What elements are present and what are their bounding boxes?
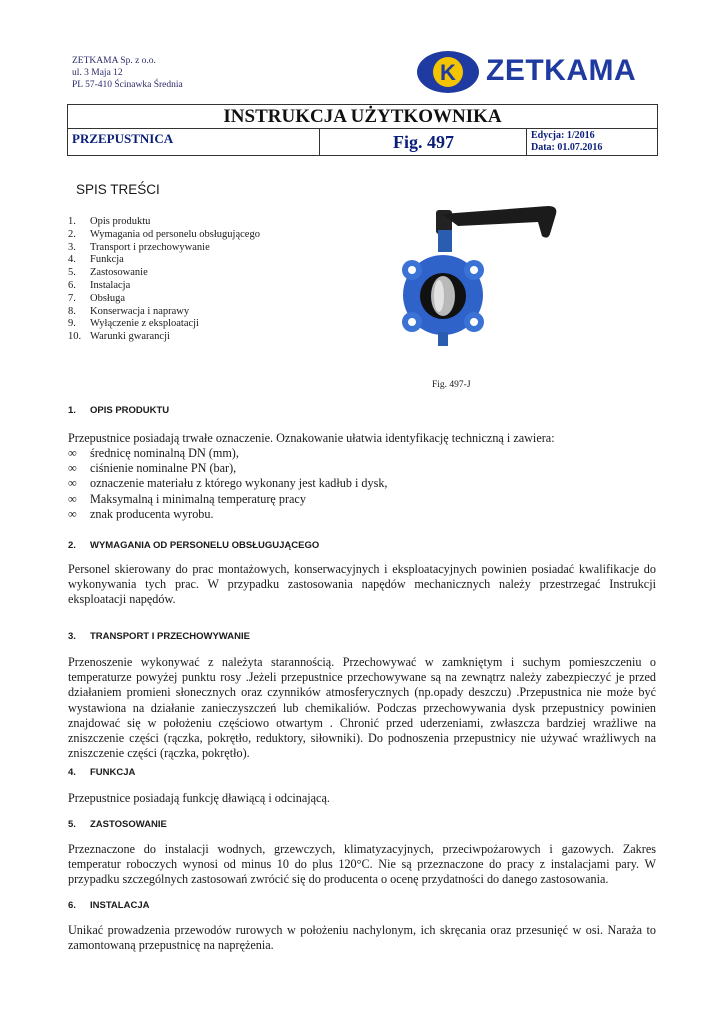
company-logo — [416, 50, 661, 94]
section-heading: 2. WYMAGANIA OD PERSONELU OBSŁUGUJĄCEGO — [68, 540, 320, 551]
toc-item: 1. Opis produktu — [68, 216, 151, 227]
toc-item: 7. Obsługa — [68, 292, 125, 304]
toc-item: 4. Funkcja — [68, 254, 124, 266]
figure-number: Fig. 497 — [321, 129, 527, 155]
toc-item: 8. Konserwacja i naprawy — [68, 305, 190, 317]
marking-list — [68, 446, 387, 522]
toc-title: SPIS TREŚCI — [76, 182, 160, 197]
list-item: ∞ Maksymalną i minimalną temperaturę pracy — [68, 491, 306, 506]
toc-item: 9. Wyłączenie z eksploatacji — [68, 318, 199, 330]
section-text: Przepustnice posiadają funkcję dławiącą i odcinającą. — [68, 791, 330, 805]
edition-info — [527, 129, 657, 155]
section-heading: 6. INSTALACJA — [68, 900, 150, 911]
section-text: Przeznaczone do instalacji wodnych, grzewczych, klimatyzacyjnych, przeciwpożarowych i gazowych. Zakres temperatur roboczych wynosi od minus 10 do plus 120°C. Nie są przeznaczone do pracy z instalacjami pary. W przypadku szczególnych zastosowań zwrócić się do producenta o ocenę przydatności do danego zastosowania. — [68, 842, 656, 887]
address-line: PL 57-410 Ścinawka Średnia — [72, 79, 183, 90]
section-heading: 5. ZASTOSOWANIE — [68, 819, 167, 830]
section-heading: 1. OPIS PRODUKTU — [68, 405, 170, 416]
section-text: Unikać prowadzenia przewodów rurowych w położeniu nachylonym, ich skręcania oraz przesunięć w osi. Naraża to zamontowaną przepustnicę na naprężenia. — [68, 923, 656, 953]
product-name: PRZEPUSTNICA — [68, 129, 320, 155]
figure-caption: Fig. 497-J — [432, 380, 471, 390]
list-item: ∞ oznaczenie materiału z którego wykonany jest kadłub i dysk, — [68, 476, 388, 491]
logo-k-emblem — [416, 50, 480, 94]
toc-item: 6. Instalacja — [68, 279, 131, 291]
infinity-bullet-icon: ∞ — [68, 476, 77, 491]
document-header-table — [67, 104, 658, 156]
table-of-contents — [68, 216, 260, 344]
butterfly-valve-image — [398, 200, 578, 350]
svg-text:K: K — [440, 60, 456, 85]
address-line: ul. 3 Maja 12 — [72, 67, 123, 78]
company-address — [72, 56, 183, 91]
edition-label: Edycja: 1/2016 — [531, 130, 595, 141]
list-item: ∞ średnicę nominalną DN (mm), — [68, 446, 239, 460]
section-text: Przepustnice posiadają trwałe oznaczenie. Oznakowanie ułatwia identyfikację techniczną i zawiera: — [68, 431, 555, 445]
infinity-bullet-icon: ∞ — [68, 491, 77, 506]
document-title: INSTRUKCJA UŻYTKOWNIKA — [68, 105, 657, 129]
section-text: Personel skierowany do prac montażowych, konserwacyjnych i eksploatacyjnych powinien posiadać kwalifikacje do wykonywania tych prac. W przypadku zastosowania napędów mechanicznych należy przestrzegać Instrukcji eksploatacji napędów. — [68, 562, 656, 607]
section-heading: 3. TRANSPORT I PRZECHOWYWANIE — [68, 631, 250, 642]
logo-wordmark: ZETKAMA — [486, 54, 637, 87]
toc-item: 5. Zastosowanie — [68, 267, 148, 279]
section-text: Przenoszenie wykonywać z należyta starannością. Przechowywać w zamkniętym i suchym pomieszczeniu o temperaturze powyżej punktu rosy .Jeżeli przepustnice przechowywane są na zewnątrz należy zabezpieczyć je przed działaniem promieni słonecznych oraz czynników atmosferycznych (np.opady deszczu) .Przepustnica nie może być wystawiona na działanie zanieczyszczeń lub chemikaliów. Podczas przechowywania dysk przepustnicy powinien znajdować się w położeniu częściowo otwartym . Chronić przed uderzeniami, zwłaszcza bardziej wrażliwe na zniszczenie części (rączka, pokrętło, reduktory, siłowniki). Do podnoszenia przepustnicy nie używać wrażliwych na zniszczenie części (rączka, pokrętło). — [68, 655, 656, 761]
infinity-bullet-icon: ∞ — [68, 506, 77, 521]
address-line: ZETKAMA Sp. z o.o. — [72, 56, 156, 66]
infinity-bullet-icon: ∞ — [68, 446, 77, 460]
section-heading: 4. FUNKCJA — [68, 767, 136, 778]
date-label: Data: 01.07.2016 — [531, 142, 603, 153]
list-item: ∞ ciśnienie nominalne PN (bar), — [68, 461, 237, 476]
toc-item: 3. Transport i przechowywanie — [68, 241, 210, 253]
toc-item: 2. Wymagania od personelu obsługującego — [68, 228, 260, 240]
infinity-bullet-icon: ∞ — [68, 461, 77, 476]
toc-item: 10. Warunki gwarancji — [68, 331, 170, 343]
list-item: ∞ znak producenta wyrobu. — [68, 506, 214, 521]
